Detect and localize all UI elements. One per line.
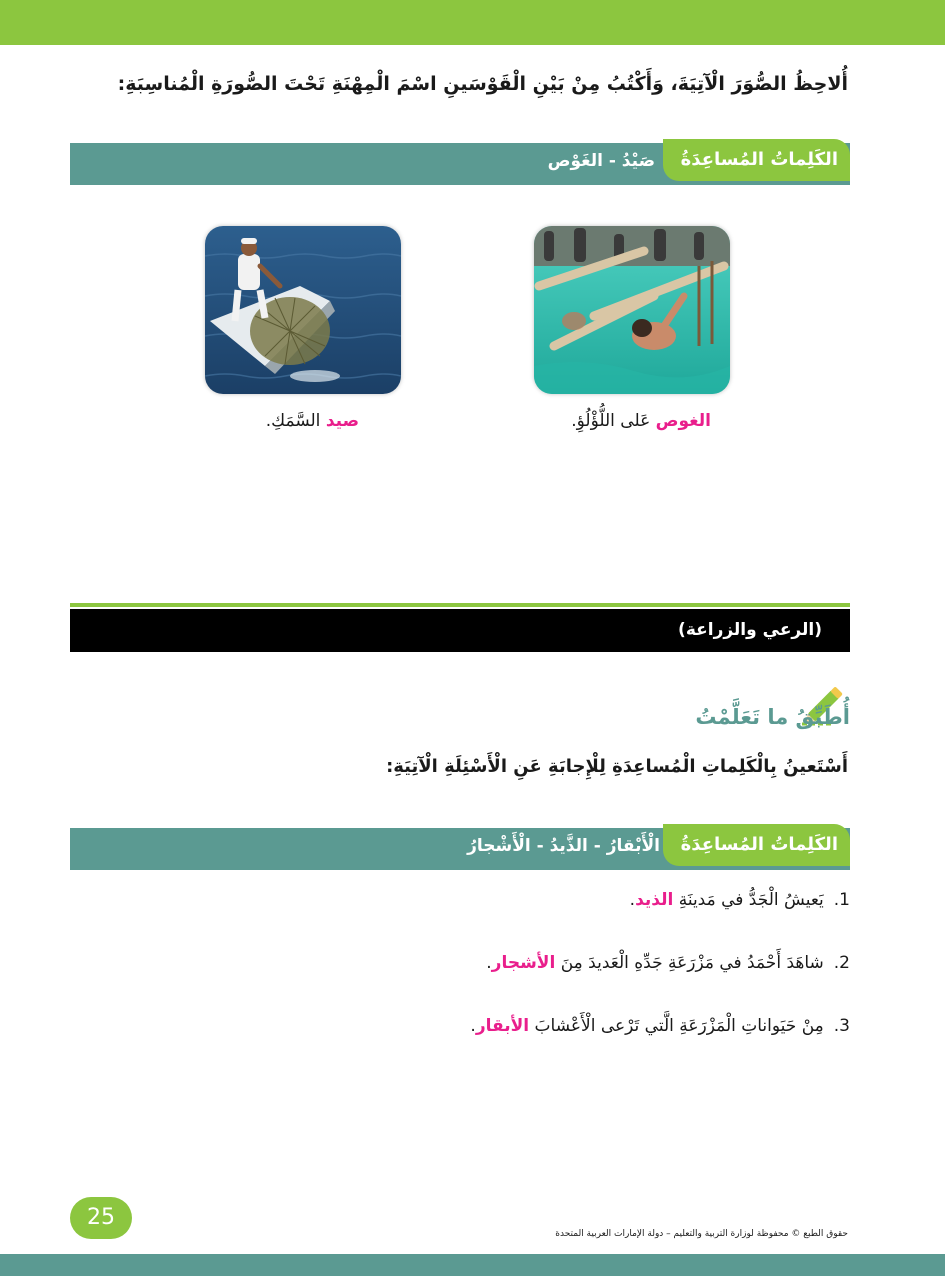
section-header-bar — [70, 609, 850, 652]
question-end: . — [629, 890, 636, 910]
practice-instruction: أَسْتَعينُ بِالْكَلِماتِ الْمُساعِدَةِ لِلْإِجابَةِ عَنِ الْأَسْئِلَةِ الْآتِيَةِ: — [386, 756, 848, 777]
question-number: 1. — [833, 890, 850, 910]
fishing-boat-photo — [205, 226, 401, 394]
word-bank-bar-2 — [70, 828, 850, 870]
word-bank-label-1: الكَلِماتُ المُساعِدَةُ — [663, 139, 850, 181]
question-end: . — [486, 953, 492, 973]
top-green-bar — [0, 0, 945, 45]
answer-diving: الغوص — [655, 411, 711, 431]
question-answer: الذيد — [635, 890, 674, 910]
word-bank-label-2: الكَلِماتُ المُساعِدَةُ — [663, 824, 850, 866]
word-bank-words-2: الْأَبْقارُ - الذَّيدُ - الْأَشْجارُ — [467, 836, 660, 856]
question-text: يَعيشُ الْجَدُّ في مَدينَةِ — [678, 890, 824, 910]
question-number: 3. — [833, 1016, 850, 1036]
caption-text-diving: عَلى اللُّؤْلُؤِ. — [571, 411, 651, 431]
exercise1-instruction: أُلاحِظُ الصُّوَرَ الْآتِيَةَ، وَأَكْتُبُ مِنْ بَيْنِ الْقَوْسَينِ اسْمَ الْمِهْنَةِ تَحْتَ الصُّورَةِ الْمُناسِبَةِ: — [117, 73, 848, 95]
question-text: مِنْ حَيَواناتِ الْمَزْرَعَةِ الَّتي تَرْعى الْأَعْشابَ — [534, 1016, 824, 1036]
caption-fishing — [266, 411, 359, 431]
question-2 — [486, 953, 850, 973]
answer-fishing: صيد — [325, 411, 359, 431]
question-answer: الأشجار — [491, 953, 556, 973]
practice-heading: أُطَبِّقُ ما تَعَلَّمْتُ — [695, 705, 850, 729]
word-bank-bar-1 — [70, 143, 850, 185]
copyright-notice: حقوق الطبع © محفوظة لوزارة التربية والتعليم – دولة الإمارات العربية المتحدة — [555, 1229, 848, 1239]
pearl-diving-photo — [534, 226, 730, 394]
caption-text-fishing: السَّمَكِ. — [265, 411, 321, 431]
question-text: شاهَدَ أَحْمَدُ في مَزْرَعَةِ جَدِّهِ الْعَديدَ مِنَ — [560, 953, 824, 973]
question-number: 2. — [833, 953, 850, 973]
bottom-teal-bar — [0, 1254, 945, 1276]
caption-pearl-diving — [571, 411, 711, 431]
question-1 — [630, 890, 850, 910]
section-divider — [70, 603, 850, 607]
section-title: (الرعي والزراعة) — [678, 620, 822, 640]
word-bank-words-1: صَيْدُ - الغَوْص — [547, 151, 655, 171]
page-number: 25 — [70, 1197, 132, 1239]
question-answer: الأبقار — [475, 1016, 530, 1036]
question-3 — [470, 1016, 850, 1036]
question-end: . — [470, 1016, 476, 1036]
